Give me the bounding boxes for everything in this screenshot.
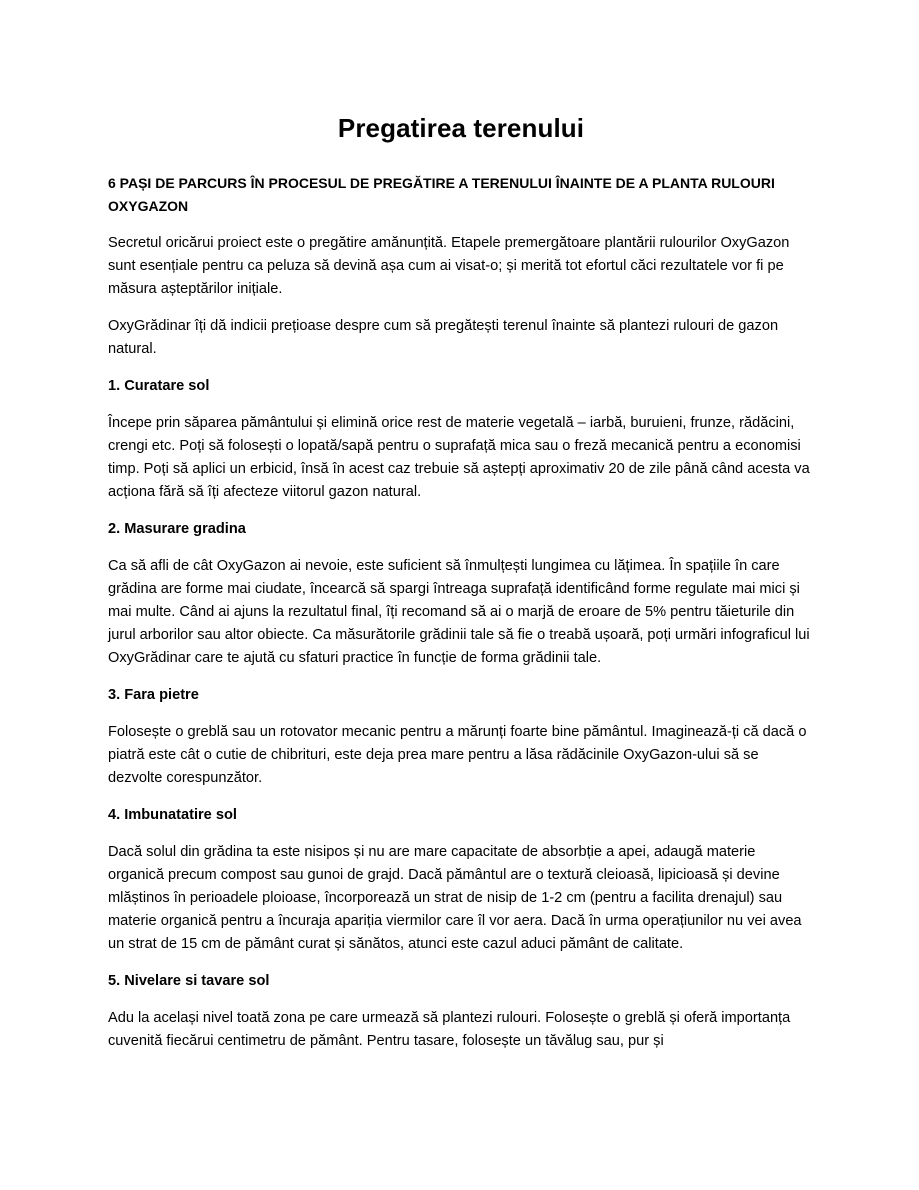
step-heading: 1. Curatare sol (108, 378, 210, 394)
step-paragraph: Adu la același nivel toată zona pe care urmează să plantezi rulouri. Folosește o greblă și oferă importanța cuvenită fiecărui centimetru de pământ. Pentru tasare, folosește un tăvălug sau, pur și (108, 1010, 791, 1049)
page-title: Pregatirea terenului (337, 113, 585, 143)
step-heading: 2. Masurare gradina (108, 521, 246, 537)
step-paragraph: Începe prin săparea pământului și elimină orice rest de materie vegetală – iarbă, buruieni, frunze, rădăcini, crengi etc. Poți să folosești o lopată/sapă pentru o suprafață mica sau o freză mecanică pentru a economisi timp. Poți să aplici un erbicid, însă în acest caz trebuie să aștepți aproximativ 20 de zile până când acesta va acționa fără să îți afecteze viitorul gazon natural. (108, 415, 810, 500)
step-paragraph: Folosește o greblă sau un rotovator mecanic pentru a mărunți foarte bine pământul. Imaginează-ți că dacă o piatră este cât o cutie de chibrituri, este deja prea mare pentru a lăsa rădăcinile OxyGazon-ului să se dezvolte corespunzător. (108, 724, 807, 786)
step-heading: 3. Fara pietre (108, 687, 199, 703)
step-paragraph: Dacă solul din grădina ta este nisipos și nu are mare capacitate de absorbție a apei, adaugă materie organică precum compost sau gunoi de grajd. Dacă pământul are o textură cleioasă, lipicioasă și devine mlăștinos în perioadele ploioase, încorporează un strat de nisip de 1-2 cm (pentru a facilita drenajul) sau materie organică pentru a încuraja apariția viermilor care îl vor aera. Dacă în urma operațiunilor nu vei avea un strat de 15 cm de pământ curat și sănătos, atunci este cazul aduci pământ de calitate. (108, 844, 802, 952)
step-heading: 4. Imbunatatire sol (108, 807, 237, 823)
document-subtitle: 6 PAȘI DE PARCURS ÎN PROCESUL DE PREGĂTIRE A TERENULUI ÎNAINTE DE A PLANTA RULOURI OXYGAZON (108, 175, 775, 214)
step-heading: 5. Nivelare si tavare sol (108, 973, 270, 989)
intro-paragraph: Secretul oricărui proiect este o pregătire amănunțită. Etapele premergătoare plantării rulourilor OxyGazon sunt esențiale pentru ca peluza să devină așa cum ai visat-o; și merită tot efortul căci rezultatele vor fi pe măsura așteptărilor inițiale. (108, 235, 790, 297)
document-page (108, 108, 814, 1067)
intro-paragraph: OxyGrădinar îți dă indicii prețioase despre cum să pregătești terenul înainte să plantezi rulouri de gazon natural. (108, 318, 779, 357)
step-paragraph: Ca să afli de cât OxyGazon ai nevoie, este suficient să înmulțești lungimea cu lățimea. În spațiile în care grădina are forme mai ciudate, încearcă să spargi întreaga suprafață identificând forme regulate mai mici și mai multe. Când ai ajuns la rezultatul final, îți recomand să ai o marjă de eroare de 5% pentru tăieturile din jurul arborilor sau altor obiecte. Ca măsurătorile grădinii tale să fie o treabă ușoară, poți urmări infograficul lui OxyGrădinar care te ajută cu sfaturi practice în funcție de forma grădinii tale. (108, 558, 810, 666)
